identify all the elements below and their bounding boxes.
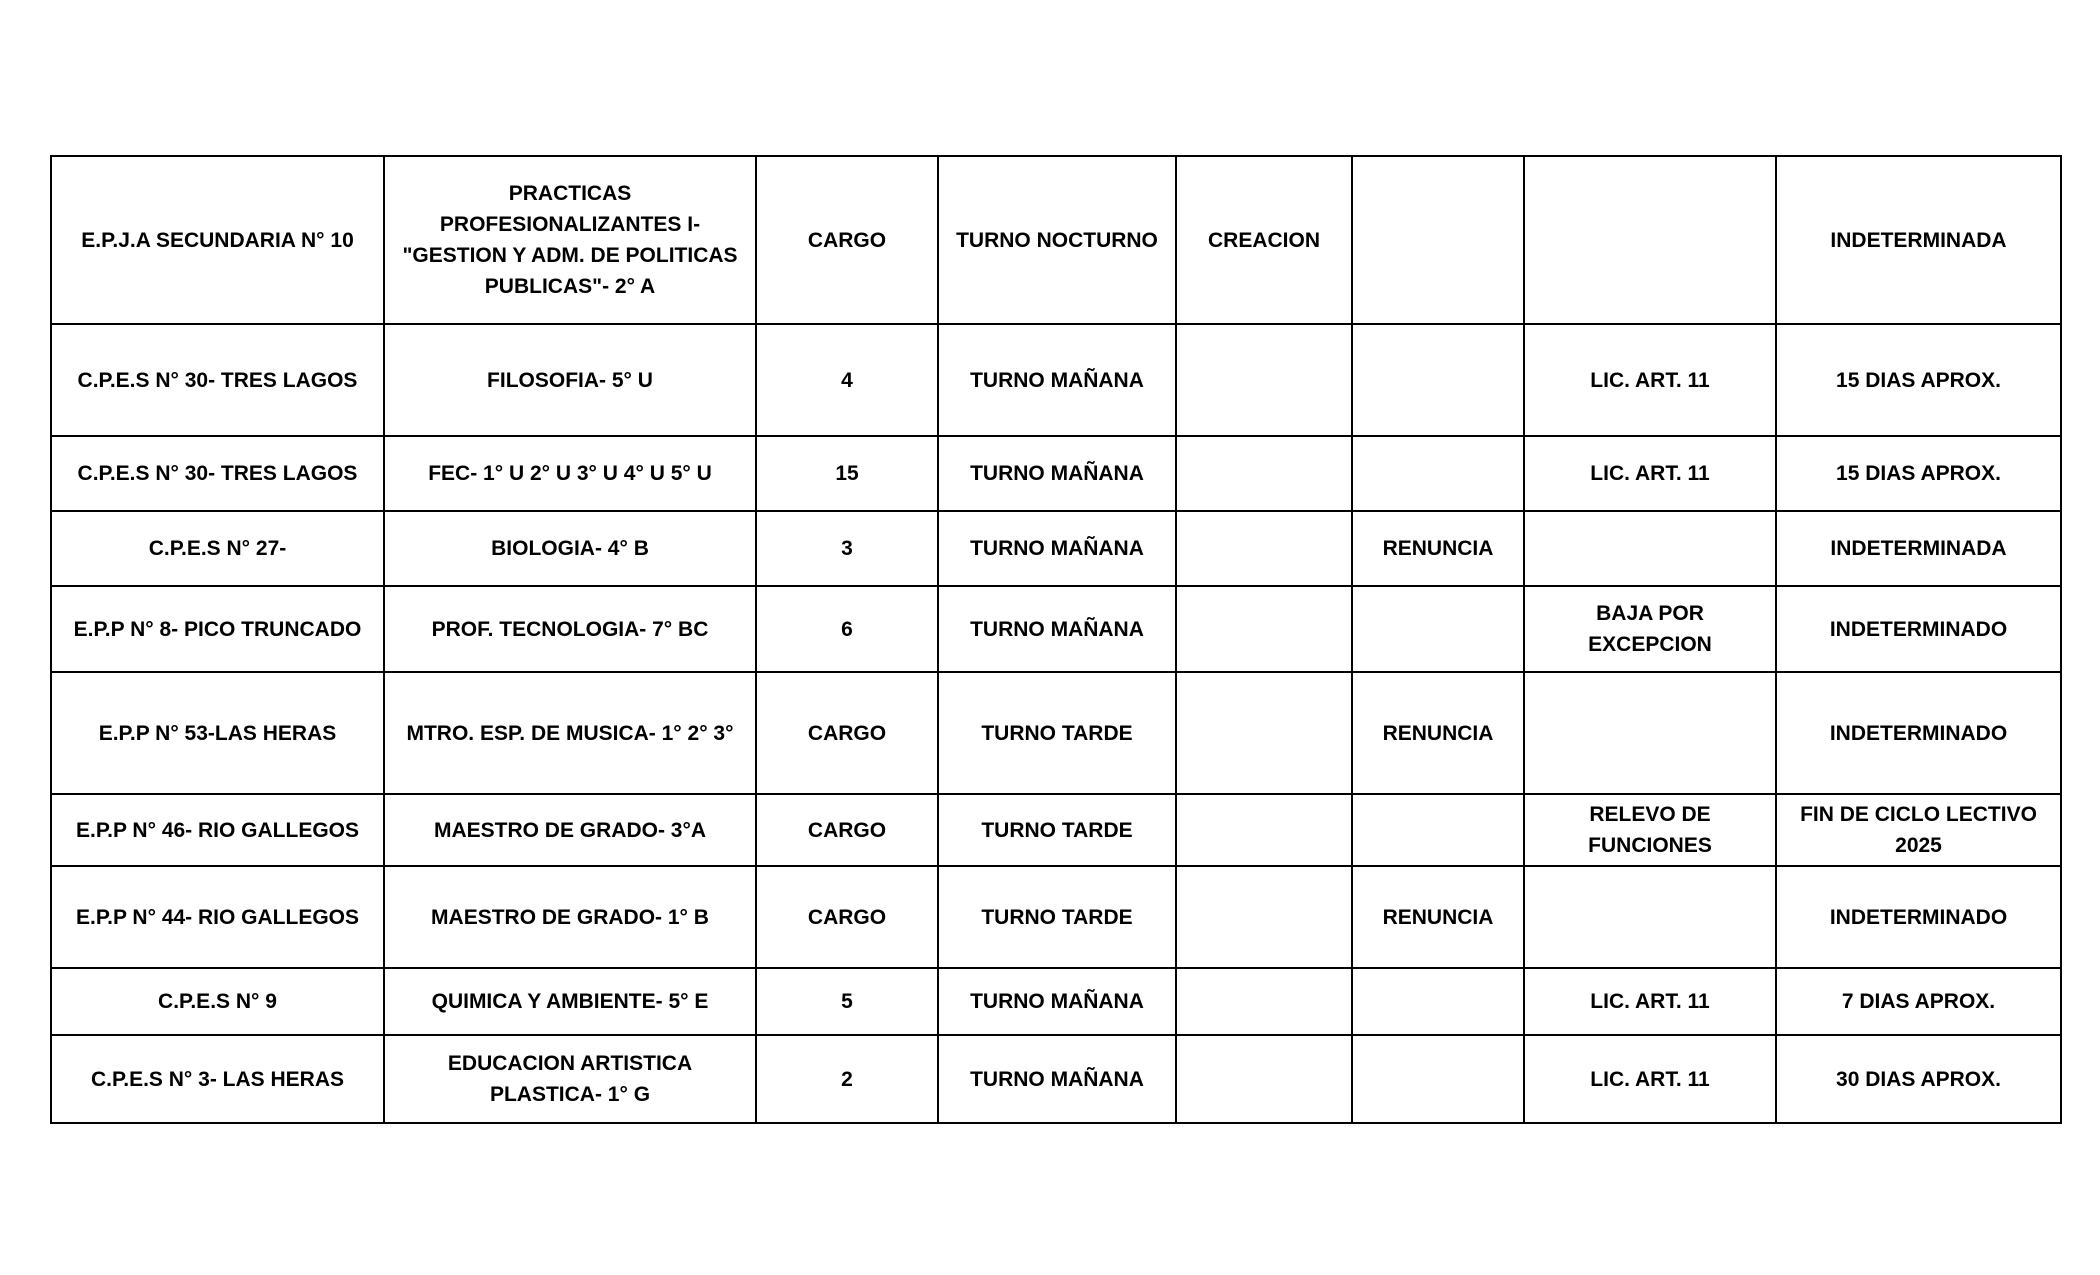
cell-shift: TURNO MAÑANA [938,1035,1176,1123]
cell-shift: TURNO TARDE [938,672,1176,794]
cell-hours: CARGO [756,672,938,794]
cell-subject: PRACTICAS PROFESIONALIZANTES I- "GESTION Y ADM. DE POLITICAS PUBLICAS"- 2° A [384,156,756,324]
cell-reason-leave: BAJA POR EXCEPCION [1524,586,1776,672]
table-row [51,794,2061,866]
cell-hours: 3 [756,511,938,586]
cell-reason-creation [1176,866,1352,968]
cell-reason-leave: RELEVO DE FUNCIONES [1524,794,1776,866]
cell-school: E.P.P N° 44- RIO GALLEGOS [51,866,384,968]
cell-reason-resignation [1352,794,1524,866]
table-row [51,156,2061,324]
cell-reason-leave [1524,156,1776,324]
cell-reason-creation [1176,672,1352,794]
cell-duration: INDETERMINADO [1776,866,2061,968]
cell-reason-leave [1524,866,1776,968]
cell-reason-leave: LIC. ART. 11 [1524,436,1776,511]
cell-reason-leave: LIC. ART. 11 [1524,1035,1776,1123]
table-row [51,1035,2061,1123]
cell-reason-resignation: RENUNCIA [1352,672,1524,794]
cell-subject: MTRO. ESP. DE MUSICA- 1° 2° 3° [384,672,756,794]
cell-reason-resignation: RENUNCIA [1352,511,1524,586]
cell-hours: 4 [756,324,938,436]
cell-subject: FILOSOFIA- 5° U [384,324,756,436]
table-row [51,436,2061,511]
cell-duration: 15 DIAS APROX. [1776,436,2061,511]
cell-duration: INDETERMINADO [1776,586,2061,672]
cell-school: E.P.P N° 53-LAS HERAS [51,672,384,794]
cell-reason-leave [1524,511,1776,586]
table-row [51,968,2061,1035]
table-row [51,672,2061,794]
cell-duration: INDETERMINADA [1776,156,2061,324]
cell-subject: PROF. TECNOLOGIA- 7° BC [384,586,756,672]
cell-reason-resignation [1352,586,1524,672]
cell-shift: TURNO NOCTURNO [938,156,1176,324]
cell-reason-creation [1176,968,1352,1035]
cell-reason-leave: LIC. ART. 11 [1524,324,1776,436]
cell-subject: MAESTRO DE GRADO- 1° B [384,866,756,968]
cell-reason-resignation [1352,1035,1524,1123]
cell-duration: INDETERMINADO [1776,672,2061,794]
document-sheet [50,155,2060,1124]
cell-duration: FIN DE CICLO LECTIVO 2025 [1776,794,2061,866]
cell-school: C.P.E.S N° 3- LAS HERAS [51,1035,384,1123]
cell-duration: INDETERMINADA [1776,511,2061,586]
cell-reason-leave: LIC. ART. 11 [1524,968,1776,1035]
cell-subject: MAESTRO DE GRADO- 3°A [384,794,756,866]
cell-shift: TURNO MAÑANA [938,586,1176,672]
cell-shift: TURNO MAÑANA [938,968,1176,1035]
cell-subject: BIOLOGIA- 4° B [384,511,756,586]
cell-subject: FEC- 1° U 2° U 3° U 4° U 5° U [384,436,756,511]
cell-school: E.P.P N° 46- RIO GALLEGOS [51,794,384,866]
table-row [51,586,2061,672]
cell-subject: EDUCACION ARTISTICA PLASTICA- 1° G [384,1035,756,1123]
cell-duration: 30 DIAS APROX. [1776,1035,2061,1123]
table-row [51,866,2061,968]
cell-reason-resignation [1352,436,1524,511]
cell-school: C.P.E.S N° 30- TRES LAGOS [51,436,384,511]
cell-shift: TURNO MAÑANA [938,324,1176,436]
cell-reason-creation [1176,1035,1352,1123]
cell-shift: TURNO TARDE [938,794,1176,866]
cell-school: E.P.J.A SECUNDARIA N° 10 [51,156,384,324]
cell-shift: TURNO MAÑANA [938,436,1176,511]
cell-hours: 15 [756,436,938,511]
cell-reason-creation [1176,324,1352,436]
cell-reason-resignation [1352,324,1524,436]
cell-shift: TURNO TARDE [938,866,1176,968]
cell-reason-creation [1176,586,1352,672]
cell-reason-resignation: RENUNCIA [1352,866,1524,968]
cell-reason-creation: CREACION [1176,156,1352,324]
cell-reason-resignation [1352,156,1524,324]
cell-hours: CARGO [756,156,938,324]
vacancies-table [50,155,2062,1124]
cell-school: C.P.E.S N° 27- [51,511,384,586]
cell-shift: TURNO MAÑANA [938,511,1176,586]
cell-hours: 2 [756,1035,938,1123]
cell-reason-creation [1176,511,1352,586]
cell-duration: 15 DIAS APROX. [1776,324,2061,436]
table-row [51,324,2061,436]
cell-school: C.P.E.S N° 9 [51,968,384,1035]
cell-subject: QUIMICA Y AMBIENTE- 5° E [384,968,756,1035]
cell-hours: 5 [756,968,938,1035]
cell-reason-leave [1524,672,1776,794]
cell-hours: CARGO [756,866,938,968]
cell-reason-creation [1176,436,1352,511]
table-body [51,156,2061,1123]
cell-duration: 7 DIAS APROX. [1776,968,2061,1035]
cell-school: C.P.E.S N° 30- TRES LAGOS [51,324,384,436]
table-row [51,511,2061,586]
cell-hours: CARGO [756,794,938,866]
cell-reason-resignation [1352,968,1524,1035]
cell-hours: 6 [756,586,938,672]
cell-school: E.P.P N° 8- PICO TRUNCADO [51,586,384,672]
cell-reason-creation [1176,794,1352,866]
